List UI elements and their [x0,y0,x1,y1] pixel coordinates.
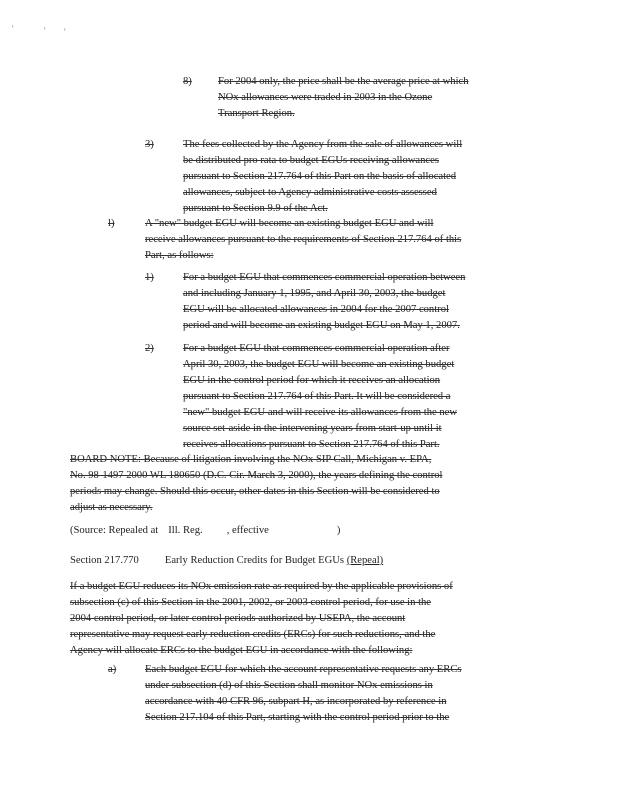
item-number: 1) [145,272,154,283]
list-item: For 2004 only, the price shall be the average price at which NOx allowances were traded in 2003 in the Ozone Transport Region. [218,76,469,119]
item-number: 2) [145,343,154,354]
scan-mark: ' [64,27,66,37]
section-number: Section 217.770 [70,555,139,566]
item-number: 3) [145,139,154,150]
board-note: BOARD NOTE: Because of litigation involving the NOx SIP Call, Michigan v. EPA, No. 98-1497 2000 WL 180650 (D.C. Cir. March 3, 2000), the years defining the control periods may change. Should this occur, other dates in this Section will be considered to adjust as necessary. [70,454,443,513]
scan-mark: ' [44,26,46,36]
list-item: The fees collected by the Agency from the sale of allowances will be distributed pro rata to budget EGUs receiving allowances pursuant to Section 217.764 of this Part on the basis of allocated allowances, subject to Agency administrative costs assessed pursuant to Section 9.9 of the Act. [183,139,463,214]
section-title: Early Reduction Credits for Budget EGUs [164,555,345,566]
list-item: Each budget EGU for which the account representative requests any ERCs under subsection (d) of this Section shall monitor NOx emissions in accordance with 40 CFR 96, subpart H, as incorporated by reference in Section 217.104 of this Part, starting with the control period prior to the [145,664,462,723]
list-item: For a budget EGU that commences commercial operation between and including January 1, 1995, and April 30, 2003, the budget EGU will be allocated allowances in 2004 for the 2007 control period and will become an existing budget EGU on May 1, 2007. [183,272,466,331]
section-heading [70,553,520,569]
item-number: 8) [183,76,192,87]
list-item: For a budget EGU that commences commercial operation after April 30, 2003, the budget EGU will become an existing budget EGU in the control period for which it receives an allocation pursuant to Section 217.764 of this Part. It will be considered a "new" budget EGU and will receive its allowances from the new source set-aside in the intervening years from start-up until it receives allocations pursuant to Section 217.764 of this Part. [183,343,457,450]
scan-mark: ' [12,24,14,34]
intro-paragraph: If a budget EGU reduces its NOx emission rate as required by the applicable provisions of subsection (c) of this Section in the 2001, 2002, or 2003 control period, for use in the 2004 control period, or later control periods authorized by USEPA, the account representative may request early reduction credits (ERCs) for such reductions, and the Agency will allocate ERCs to the budget EGU in accordance with the following: [70,581,453,656]
repeal-tag: (Repeal) [346,555,384,566]
list-item: A "new" budget EGU will become an existing budget EGU and will receive allowances pursuant to the requirements of Section 217.764 of this Part, as follows: [145,218,462,261]
item-number: a) [108,664,117,675]
source-note: (Source: Repealed at Ill. Reg. , effective ) [70,525,341,536]
item-number: l) [108,218,115,229]
